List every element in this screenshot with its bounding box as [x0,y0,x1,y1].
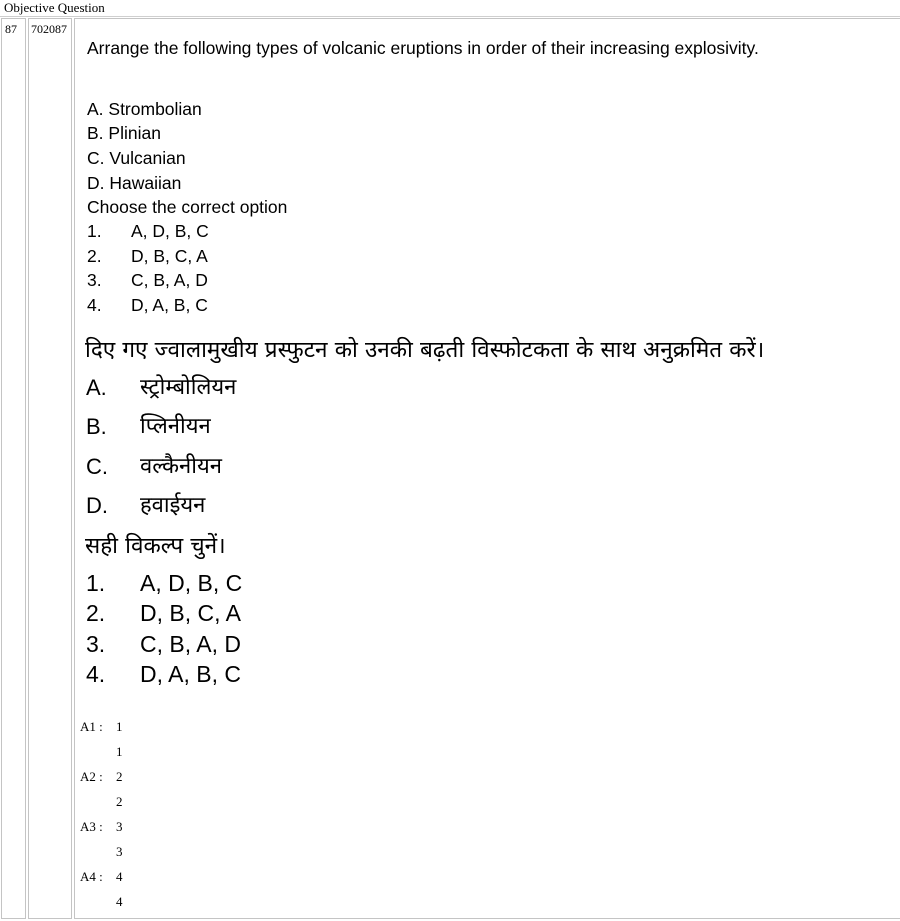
item-a-key-hindi: A. [86,375,107,400]
answer-4-label: A4 : [80,869,103,884]
item-c-key-hindi: C. [86,454,108,479]
choose-option-english: Choose the correct option [87,197,288,217]
answer-3-value-alt: 3 [116,844,123,859]
question-text-hindi: दिए गए ज्वालामुखीय प्रस्फुटन को उनकी बढ़ती विस्फोटकता के साथ अनुक्रमित करें। [85,337,765,363]
option-4-number: 4. [87,295,102,315]
item-b-key-hindi: B. [86,414,107,439]
option-4-value: D, A, B, C [131,295,208,315]
answer-3-label: A3 : [80,819,103,834]
option-1-number-hindi: 1. [86,570,106,596]
item-b-english: B. Plinian [87,123,161,143]
option-2-value-hindi: D, B, C, A [140,600,241,626]
item-d-key-hindi: D. [86,493,108,518]
option-3-value: C, B, A, D [131,270,208,290]
option-2-value: D, B, C, A [131,246,208,266]
answer-3-value: 3 [116,819,123,834]
section-title: Objective Question [4,0,105,15]
answer-1-value: 1 [116,719,123,734]
item-d-english: D. Hawaiian [87,173,182,193]
question-id: 702087 [31,22,67,36]
item-c-hindi: वल्कैनीयन [140,454,222,479]
item-a-english: A. Strombolian [87,99,202,119]
section-header [0,0,900,17]
item-d-hindi: हवाईयन [140,493,206,518]
option-4-number-hindi: 4. [86,661,106,687]
answer-1-value-alt: 1 [116,744,123,759]
option-2-number-hindi: 2. [86,600,106,626]
answer-4-value-alt: 4 [116,894,123,909]
option-3-number-hindi: 3. [86,631,106,657]
item-a-hindi: स्ट्रोम्बोलियन [140,375,237,400]
item-b-hindi: प्लिनीयन [140,414,211,439]
answer-1-label: A1 : [80,719,103,734]
option-1-value: A, D, B, C [131,221,209,241]
answer-2-label: A2 : [80,769,103,784]
question-number: 87 [5,22,17,36]
question-text-english: Arrange the following types of volcanic eruptions in order of their increasing explosivity. [87,38,759,58]
option-4-value-hindi: D, A, B, C [140,661,241,687]
option-3-value-hindi: C, B, A, D [140,631,241,657]
answer-4-value: 4 [116,869,123,884]
answer-2-value: 2 [116,769,123,784]
option-2-number: 2. [87,246,102,266]
option-1-value-hindi: A, D, B, C [140,570,243,596]
item-c-english: C. Vulcanian [87,148,186,168]
option-1-number: 1. [87,221,102,241]
question-number-cell [1,18,26,919]
option-3-number: 3. [87,270,102,290]
choose-option-hindi: सही विकल्प चुनें। [85,533,226,559]
question-id-cell [28,18,72,919]
answer-2-value-alt: 2 [116,794,123,809]
